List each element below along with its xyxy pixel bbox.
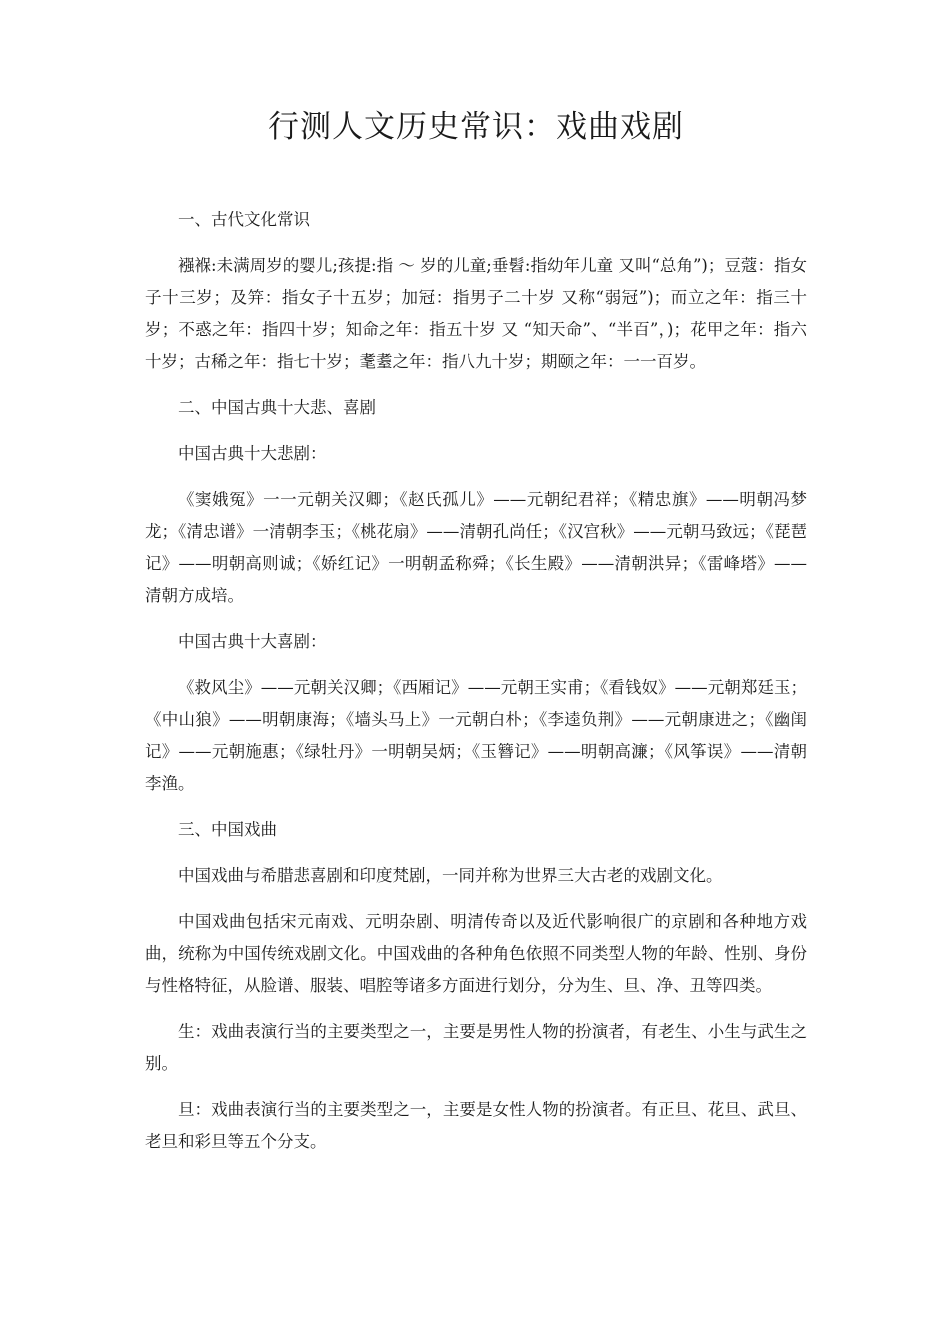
paragraph-age-terms: 襁褓:未满周岁的婴儿;孩提:指 ～ 岁的儿童;垂髫:指幼年儿童 又叫“总角”)；豆蔻：指女子十三岁；及笄：指女子十五岁；加冠：指男子二十岁 又称“弱冠”)；而立之年：指三十岁；不惑之年：指四十岁；知命之年：指五十岁 又 “知天命”、“半百”，)；花甲之年：指六十岁；古稀之年：指七十岁；耄耋之年：指八九十岁；期颐之年：一一百岁。 (145, 256, 807, 371)
document-page (145, 105, 807, 1172)
paragraph-opera-intro: 中国戏曲与希腊悲喜剧和印度梵剧，一同并称为世界三大古老的戏剧文化。 (178, 866, 723, 885)
paragraph-tragedies-list: 《窦娥冤》一一元朝关汉卿；《赵氏孤儿》——元朝纪君祥；《精忠旗》——明朝冯梦龙；《清忠谱》一清朝李玉；《桃花扇》——清朝孔尚任；《汉宫秋》——元朝马致远；《琵琶记》——明朝高则诚；《娇红记》一明朝孟称舜；《长生殿》——清朝洪异；《雷峰塔》——清朝方成培。 (145, 490, 807, 605)
section-heading-ancient-culture: 一、古代文化常识 (178, 210, 310, 229)
paragraph-comedies-list: 《救风尘》——元朝关汉卿；《西厢记》——元朝王实甫；《看钱奴》——元朝郑廷玉；《中山狼》——明朝康海；《墙头马上》一元朝白朴；《李逵负荆》——元朝康进之；《幽闺记》——元朝施惠；《绿牡丹》一明朝吴炳；《玉簪记》——明朝高濂；《风筝误》——清朝李渔。 (145, 678, 807, 793)
subheading-tragedies: 中国古典十大悲剧： (178, 444, 327, 463)
section-heading-classic-dramas: 二、中国古典十大悲、喜剧 (178, 398, 376, 417)
document-title: 行测人文历史常识：戏曲戏剧 (268, 109, 684, 145)
paragraph-opera-roles: 中国戏曲包括宋元南戏、元明杂剧、明清传奇以及近代影响很广的京剧和各种地方戏曲，统称为中国传统戏剧文化。中国戏曲的各种角色依照不同类型人物的年龄、性别、身份与性格特征，从脸谱、服装、唱腔等诸多方面进行划分，分为生、旦、净、丑等四类。 (145, 912, 807, 995)
section-heading-chinese-opera: 三、中国戏曲 (178, 820, 277, 839)
subheading-comedies: 中国古典十大喜剧： (178, 632, 327, 651)
paragraph-sheng-role: 生：戏曲表演行当的主要类型之一，主要是男性人物的扮演者，有老生、小生与武生之别。 (145, 1022, 807, 1073)
paragraph-dan-role: 旦：戏曲表演行当的主要类型之一，主要是女性人物的扮演者。有正旦、花旦、武旦、老旦和彩旦等五个分支。 (145, 1100, 807, 1151)
